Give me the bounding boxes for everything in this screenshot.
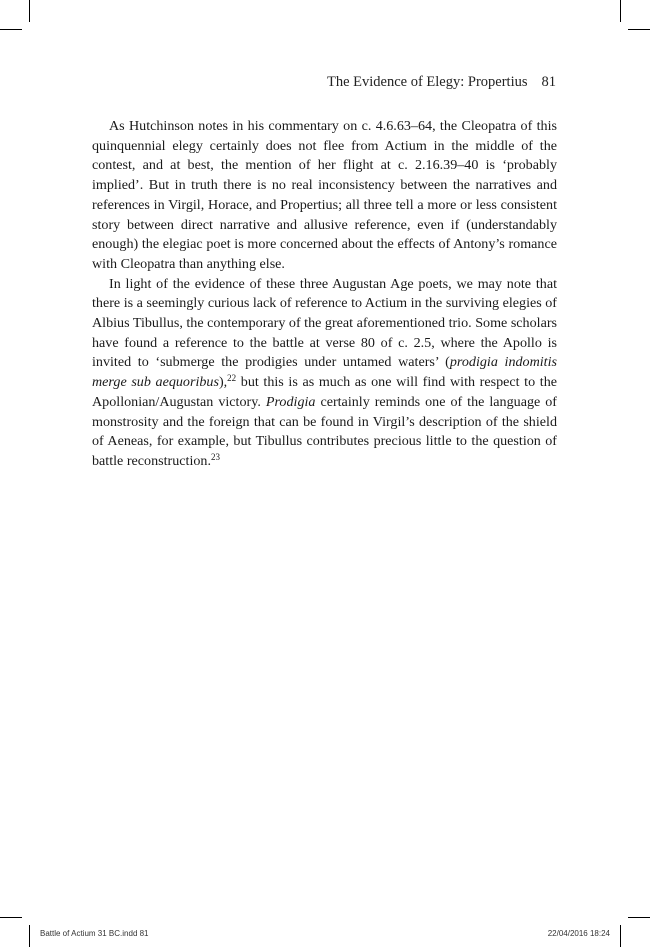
paragraph-2-text-b: ), (218, 374, 228, 391)
footnote-ref-23[interactable]: 23 (210, 451, 220, 462)
crop-mark-bottom-left-vertical (29, 925, 30, 947)
running-head (327, 74, 556, 91)
crop-mark-top-left-horizontal (0, 29, 22, 30)
crop-mark-bottom-right-vertical (620, 925, 621, 947)
crop-mark-bottom-left-horizontal (0, 917, 22, 918)
crop-mark-top-right-vertical (620, 0, 621, 22)
paragraph-2 (92, 275, 557, 472)
crop-mark-top-left-vertical (29, 0, 30, 22)
paragraph-2-text-d: certainly reminds one of the language of monstrosity and the foreign that can be found in Virgil’s description of the shield of Aeneas, for example, but Tibullus contributes precious little to the question of battle reconstruction. (92, 393, 557, 469)
prodigia-term: Prodigia (265, 393, 316, 410)
running-title: The Evidence of Elegy: Propertius (326, 74, 528, 90)
page-number: 81 (541, 74, 556, 90)
body-text (92, 117, 557, 472)
slug-filename: Battle of Actium 31 BC.indd 81 (40, 929, 149, 938)
crop-mark-top-right-horizontal (628, 29, 650, 30)
crop-mark-bottom-right-horizontal (628, 917, 650, 918)
latin-quotation: prodigia indomitis merge sub aequoribus (92, 354, 557, 391)
paragraph-1: As Hutchinson notes in his commentary on c. 4.6.63–64, the Cleopatra of this quinquennial elegy certainly does not flee from Actium in the middle of the contest, and at best, the mention of her flight at c. 2.16.39–40 is ‘probably implied’. But in truth there is no real inconsistency between the narratives and references in Virgil, Horace, and Propertius; all three tell a more or less consistent story between direct narrative and allusive reference, even if (understandably enough) the elegiac poet is more concerned about the effects of Antony’s romance with Cleopatra than anything else. (92, 118, 557, 272)
slug-timestamp: 22/04/2016 18:24 (547, 929, 610, 938)
paragraph-2-text-c: but this is as much as one will find with respect to the Apollonian/Augustan victory. (92, 374, 557, 410)
paragraph-2-text-a: In light of the evidence of these three Augustan Age poets, we may note that there is a seemingly curious lack of reference to Actium in the surviving elegies of Albius Tibullus, the contemporary of the great aforementioned trio. Some scholars have found a reference to the battle at verse 80 of c. 2.5, where the Apollo is invited to ‘submerge the prodigies under untamed waters’ ( (92, 275, 558, 371)
footnote-ref-22[interactable]: 22 (227, 373, 237, 384)
